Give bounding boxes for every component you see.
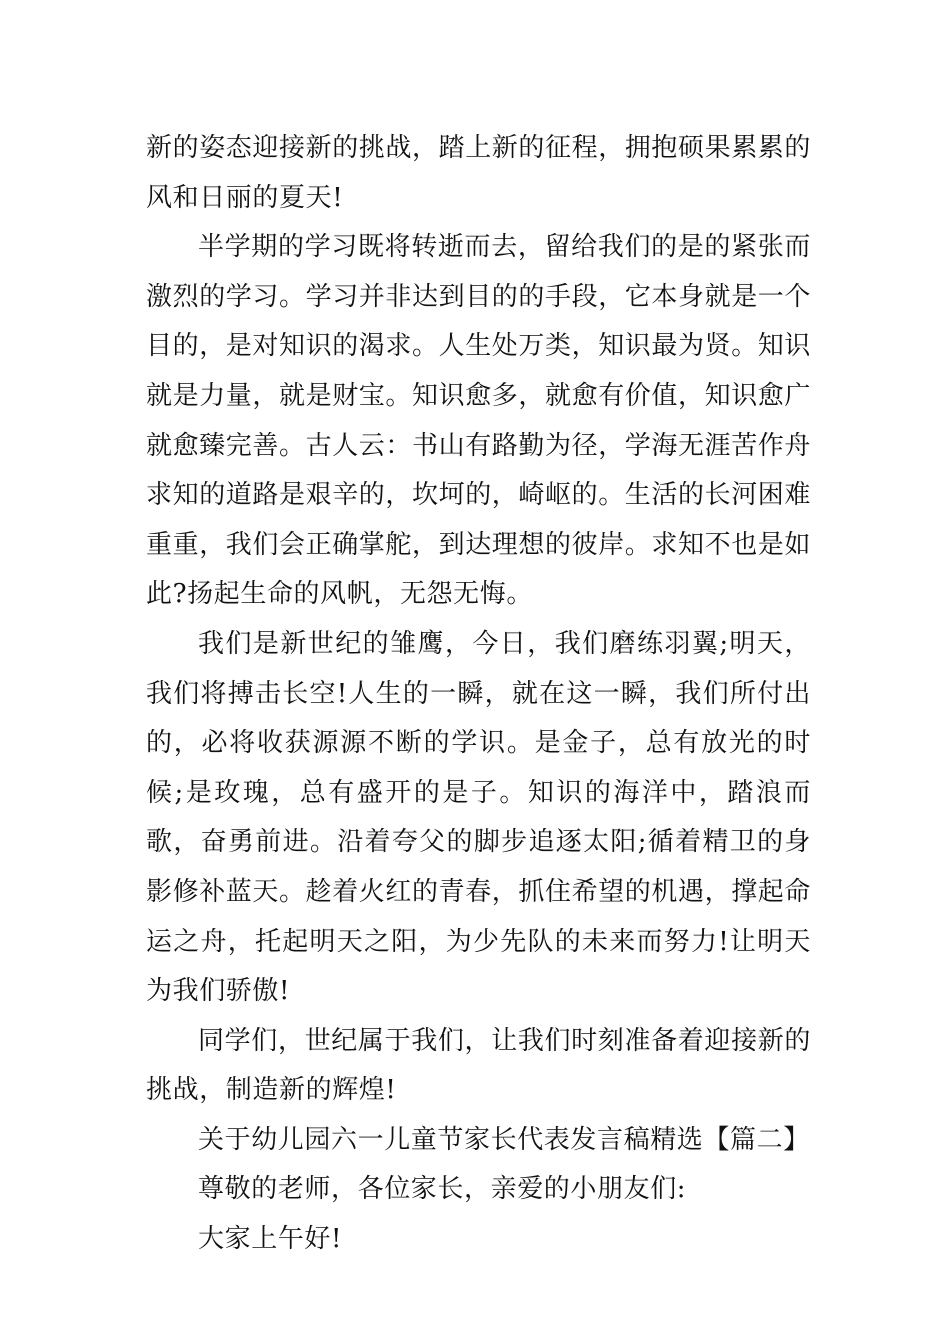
section-title: 关于幼儿园六一儿童节家长代表发言稿精选【篇二】 — [198, 1124, 810, 1155]
greeting-line: 大家上午好! — [198, 1224, 343, 1255]
paragraph-young-eagles: 我们是新世纪的雏鹰，今日，我们磨练羽翼;明天，我们将搏击长空!人生的一瞬，就在这一瞬，我们所付出的，必将收获源源不断的学识。是金子，总有放光的时候;是玫瑰，总有盛开的是子。知识的海洋中，踏浪而歌，奋勇前进。沿着夸父的脚步追逐太阳;循着精卫的身影修补蓝天。趁着火红的青春，抓住希望的机遇，撑起命运之舟，托起明天之阳，为少先队的未来而努力!让明天为我们骄傲! — [146, 628, 812, 1007]
salutation-line: 尊敬的老师，各位家长，亲爱的小朋友们: — [198, 1174, 687, 1205]
document-body — [146, 124, 811, 1265]
paragraph-study: 半学期的学习既将转逝而去，留给我们的是的紧张而激烈的学习。学习并非达到目的的手段，它本身就是一个目的，是对知识的渴求。人生处万类，知识最为贤。知识就是力量，就是财宝。知识愈多，就愈有价值，知识愈广就愈臻完善。古人云：书山有路勤为径，学海无涯苦作舟求知的道路是艰辛的，坎坷的，崎岖的。生活的长河困难重重，我们会正确掌舵，到达理想的彼岸。求知不也是如此?扬起生命的风帆，无怨无悔。 — [146, 232, 812, 610]
paragraph-continuation: 新的姿态迎接新的挑战，踏上新的征程，拥抱硕果累累的风和日丽的夏天! — [146, 133, 812, 213]
paragraph-closing: 同学们，世纪属于我们，让我们时刻准备着迎接新的挑战，制造新的辉煌! — [146, 1025, 811, 1106]
